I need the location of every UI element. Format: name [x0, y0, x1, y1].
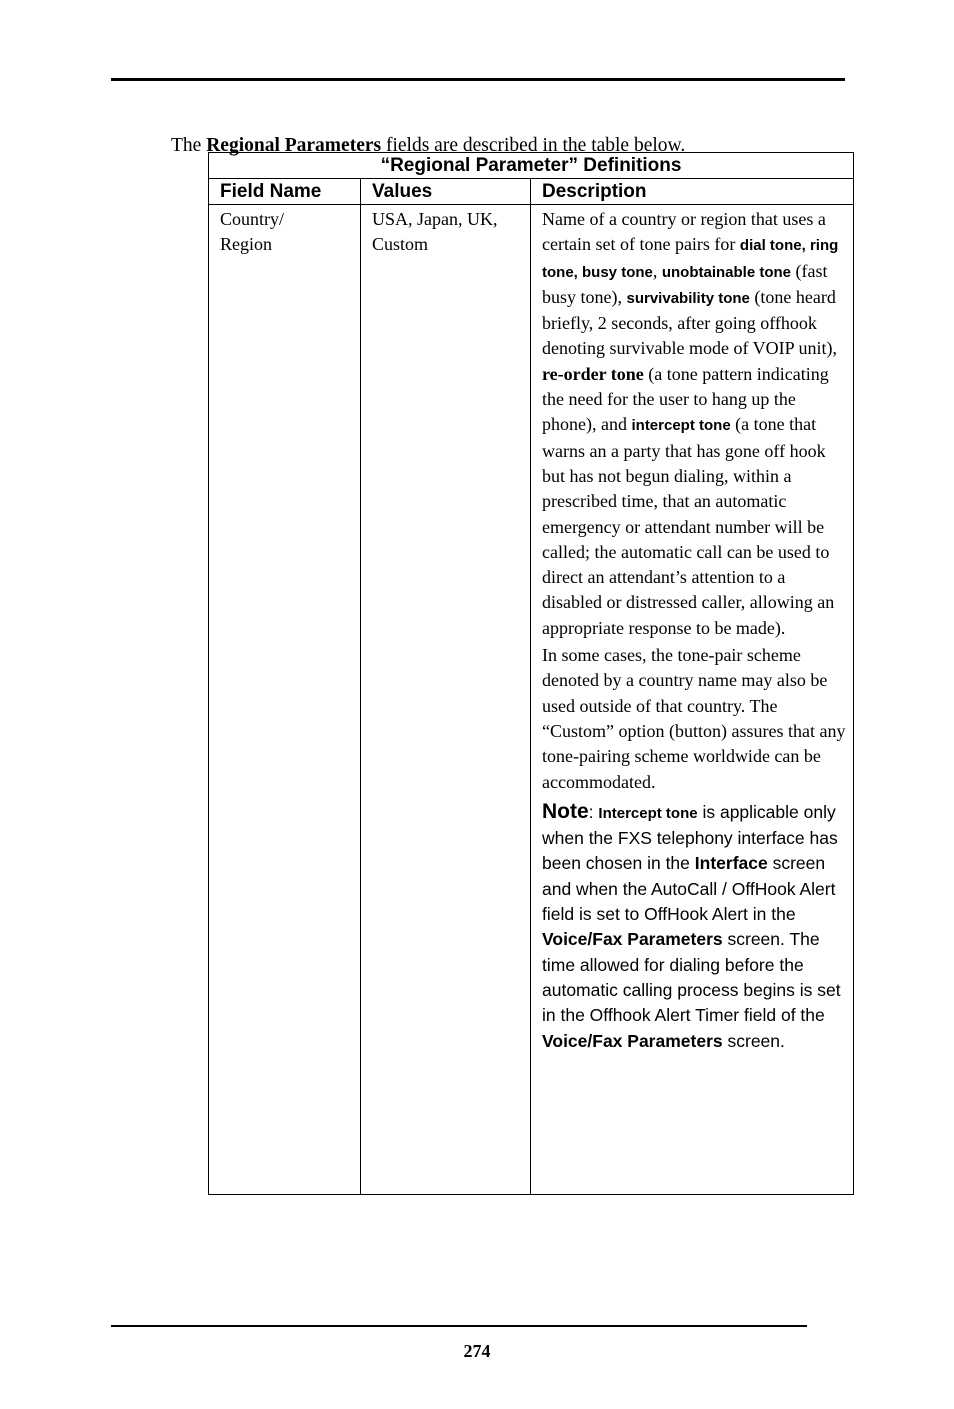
description-paragraph-2: In some cases, the tone-pair scheme denoted by a country name may also be used outside of that country. The “Custom” option (button) assures that any tone-pairing scheme worldwide can be accommodated.	[542, 645, 846, 792]
intro-term: Regional Parameters	[206, 134, 382, 156]
values-line1: USA, Japan, UK,	[372, 209, 498, 229]
table-title-row	[209, 153, 854, 179]
regional-parameter-definitions-table	[208, 152, 854, 1195]
field-name-line1: Country/	[220, 209, 285, 229]
header-values: Values	[361, 179, 531, 205]
cell-values	[361, 205, 531, 1195]
page-number: 274	[463, 1341, 491, 1361]
field-name-line2: Region	[220, 234, 272, 255]
cell-description	[531, 205, 854, 1195]
table-title: “Regional Parameter” Definitions	[209, 153, 854, 179]
header-field-name: Field Name	[209, 179, 361, 205]
header-description: Description	[531, 179, 854, 205]
table-header-row	[209, 179, 854, 205]
values-line2: Custom	[372, 234, 429, 255]
table-row	[209, 205, 854, 1195]
cell-field-name	[209, 205, 361, 1195]
footer-rule	[111, 1325, 807, 1327]
intro-paragraph: The Regional Parameters fields are described in the table below.	[171, 134, 686, 156]
description-note: Note: Intercept tone is applicable only when the FXS telephony interface has been chosen in the Interface screen and when the AutoCall / OffHook Alert field is set to OffHook Alert in the Voice/Fax Parameters screen. The time allowed for dialing before the automatic calling process begins is set in the Offhook Alert Timer field of the Voice/Fax Parameters screen.	[542, 799, 841, 1051]
header-rule	[111, 78, 845, 81]
note-label: Note	[542, 799, 589, 823]
description-paragraph-1: Name of a country or region that uses a certain set of tone pairs for dial tone, ring tone, busy tone, unobtainable tone (fast busy tone), survivability tone (tone heard briefly, 2 seconds, after going offhook denoting survivable mode of VOIP unit), re-order tone (a tone pattern indicating the need for the user to hang up the phone), and intercept tone (a tone that warns an a party that has gone off hook but has not begun dialing, within a prescribed time, that an automatic emergency or attendant number will be called; the automatic call can be used to direct an attendant’s attention to a disabled or distressed caller, allowing an appropriate response to be made).	[542, 209, 839, 638]
